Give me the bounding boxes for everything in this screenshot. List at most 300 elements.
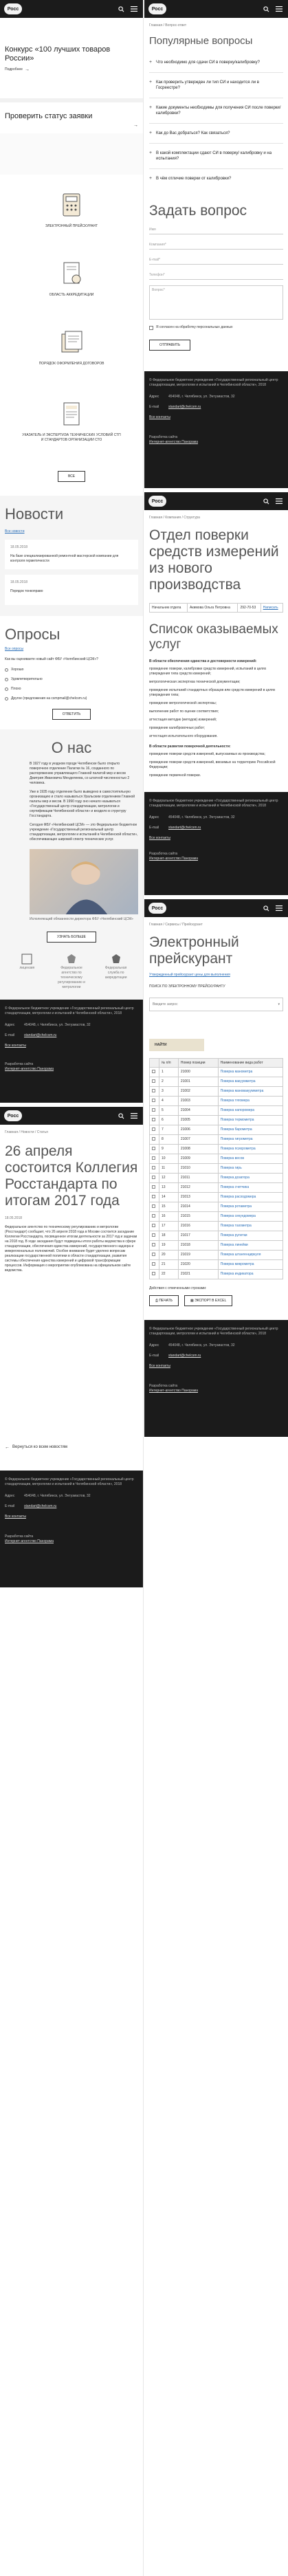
work-name-cell[interactable]: Поверка напоромера (218, 1106, 283, 1116)
search-icon[interactable] (116, 4, 126, 14)
table-cell: 21012 (178, 1183, 218, 1193)
menu-icon[interactable] (129, 4, 139, 14)
table-cell: 21 (159, 1260, 179, 1270)
table-cell: 14 (159, 1193, 179, 1202)
service-label: ПОРЯДОК ОФОРМЛЕНИЯ ДОГОВОРОВ (38, 361, 104, 366)
footer-dev-link[interactable]: Интернет-агентство Панорама (149, 857, 199, 861)
table-row[interactable] (150, 1212, 283, 1222)
poll-title: Опросы (5, 626, 60, 643)
breadcrumb[interactable]: Главная / Сервисы / Прейскурант (149, 923, 203, 927)
table-cell: 9 (159, 1145, 179, 1154)
footer-email-link[interactable]: standart@chelcsm.ru (168, 826, 201, 830)
row-checkbox[interactable] (150, 1068, 159, 1077)
partner-logo-label: Федеральная служба по аккредитации (104, 966, 127, 980)
table-row[interactable] (150, 1068, 283, 1077)
find-button-label: НАЙТИ (155, 1042, 167, 1047)
poll-option[interactable] (5, 677, 138, 682)
faq-title: Популярные вопросы (149, 35, 253, 47)
table-row[interactable] (150, 1174, 283, 1183)
poll-submit-button[interactable]: ОТВЕТИТЬ (52, 709, 91, 720)
footer-dev: Разработка сайта (5, 1534, 34, 1539)
row-checkbox[interactable] (150, 1241, 159, 1251)
work-name-cell[interactable]: Поверка линейки (218, 1241, 283, 1251)
breadcrumb[interactable]: Главная / Вопрос-ответ (149, 23, 187, 27)
work-name-cell[interactable]: Поверка секундомера (218, 1212, 283, 1222)
email-field[interactable]: E-mail* (149, 250, 283, 265)
column-header: Наименование вида работ (218, 1059, 283, 1068)
breadcrumb[interactable]: Главная / Новости / Статья (5, 1130, 48, 1134)
news-text: На базе специализированной ремонтной мастерской компании для контроля герметичности (10, 554, 119, 563)
table-cell: 15 (159, 1202, 179, 1212)
table-row[interactable] (150, 1231, 283, 1241)
table-cell: 18 (159, 1231, 179, 1241)
work-name-cell[interactable]: Поверка ротаметра (218, 1202, 283, 1212)
faq-item[interactable] (149, 98, 283, 124)
row-checkbox[interactable] (150, 1077, 159, 1087)
table-cell: 21017 (178, 1231, 218, 1241)
pricelist (144, 917, 288, 1306)
footer-contacts-link[interactable]: Все контакты (149, 415, 170, 419)
document-icon (56, 399, 87, 429)
partner-logo-label: лицензия (19, 966, 35, 970)
work-name-cell[interactable]: Поверка вакуумметра (218, 1077, 283, 1087)
faq-item[interactable] (149, 169, 283, 188)
table-cell: 10 (159, 1154, 179, 1164)
footer-email-label: E-mail (149, 405, 159, 409)
footer-address-value: 454048, г. Челябинск, ул. Энтузиастов, 32 (168, 815, 235, 819)
plus-icon: + (149, 176, 153, 181)
staff-position: Начальник отдела (150, 604, 188, 613)
row-checkbox[interactable] (150, 1260, 159, 1270)
menu-icon[interactable] (129, 1111, 139, 1121)
table-row[interactable] (150, 1135, 283, 1145)
row-checkbox[interactable] (150, 1202, 159, 1212)
poll-options (5, 668, 138, 701)
footer-address (149, 395, 283, 399)
footer-dev-link[interactable]: Интернет-агентство Панорама (149, 1389, 199, 1393)
table-row[interactable] (150, 1087, 283, 1097)
footer-dev-link[interactable]: Интернет-агентство Панорама (5, 1067, 54, 1071)
contest-title: Конкурс «100 лучших товаров России» (5, 45, 111, 63)
site-footer (144, 371, 288, 488)
row-checkbox[interactable] (150, 1174, 159, 1183)
footer-dev-link[interactable]: Интернет-агентство Панорама (149, 440, 199, 444)
list-item: проведение первичной поверки. (149, 773, 201, 778)
poll-question: Как вы оцениваете новый сайт ФБУ «Челябинский ЦСМ»? (5, 657, 98, 661)
row-checkbox[interactable] (150, 1212, 159, 1222)
license-icon (11, 952, 43, 966)
row-checkbox[interactable] (150, 1145, 159, 1154)
list-item: проведение поверки, калибровки средств измерений, испытаний в целях утверждения типа средств измерений; (149, 667, 267, 676)
work-name-cell[interactable]: Поверка гирь (218, 1164, 283, 1174)
table-row[interactable] (150, 1154, 283, 1164)
staff-phone: 292-70-53 (238, 604, 261, 613)
work-name-cell[interactable]: Поверка мановакуумметра (218, 1087, 283, 1097)
site-footer (0, 1471, 143, 1587)
footer-address-label: Адрес (5, 1023, 15, 1027)
department (144, 510, 288, 778)
news-text: Порядок тонкоправо (10, 589, 43, 593)
staff-table (149, 603, 283, 613)
table-cell: 8 (159, 1135, 179, 1145)
column-header: № п/п (159, 1059, 179, 1068)
table-cell: 21019 (178, 1251, 218, 1260)
radio[interactable] (5, 697, 8, 701)
ask-title: Задать вопрос (149, 203, 247, 219)
partner-logo[interactable] (100, 952, 132, 990)
article-date: 18.05.2018 (5, 1216, 23, 1220)
table-cell: 2 (159, 1077, 179, 1087)
search-icon[interactable] (116, 1111, 126, 1121)
contest-more-link[interactable]: Подробнее (5, 67, 23, 71)
footer-dev-link[interactable]: Интернет-агентство Панорама (5, 1539, 54, 1543)
table-cell: 17 (159, 1222, 179, 1231)
table-cell: 21016 (178, 1222, 218, 1231)
service-label: ЭЛЕКТРОННЫЙ ПРЕЙСКУРАНТ (45, 223, 98, 228)
partner-logo[interactable] (11, 952, 43, 990)
all-services-button[interactable]: ВСЕ (58, 471, 85, 482)
plus-icon: + (149, 80, 153, 85)
plus-icon: + (149, 60, 153, 65)
table-cell: 1 (159, 1068, 179, 1077)
row-checkbox[interactable] (150, 1222, 159, 1231)
table-cell: 21014 (178, 1202, 218, 1212)
row-checkbox[interactable] (150, 1251, 159, 1260)
services-title: Список оказываемых услуг (149, 622, 278, 652)
table-cell: 21009 (178, 1154, 218, 1164)
footer-address-label: Адрес (149, 395, 159, 399)
site-footer (144, 792, 288, 895)
news-card[interactable] (5, 575, 138, 605)
work-name-cell[interactable]: Поверка тахометра (218, 1222, 283, 1231)
poll-option-label: Хорошо (11, 668, 24, 672)
services-list (149, 752, 283, 778)
table-row[interactable] (150, 1106, 283, 1116)
footer-email-label: E-mail (5, 1033, 15, 1037)
faq-item[interactable] (149, 144, 283, 169)
poll-option-label: Удовлетворительно (11, 677, 43, 681)
footer-address-label: Адрес (149, 815, 159, 819)
all-news-link[interactable]: Все новости (5, 529, 25, 533)
row-checkbox[interactable] (150, 1087, 159, 1097)
find-button[interactable] (149, 1039, 204, 1051)
faq-question: Какие документы необходимы для получения СИ после поверки/ калибровки? (156, 106, 281, 115)
footer-email-link[interactable]: standart@chelcsm.ru (24, 1033, 57, 1037)
site-logo[interactable]: Росс (148, 903, 166, 914)
emblem-icon (56, 952, 87, 966)
table-row[interactable] (150, 1183, 283, 1193)
checkbox[interactable] (149, 326, 153, 330)
table-row[interactable] (150, 1260, 283, 1270)
send-button[interactable]: ОТПРАВИТЬ (149, 340, 190, 351)
footer-contacts-link[interactable]: Все контакты (5, 1044, 26, 1048)
services-list (149, 667, 283, 739)
status-check[interactable] (0, 102, 143, 133)
table-actions (149, 1295, 283, 1306)
partner-logo[interactable] (56, 952, 87, 990)
faq-block (144, 18, 288, 351)
row-checkbox[interactable] (150, 1164, 159, 1174)
poll-option-label: Плохо (11, 687, 21, 691)
actions-label: Действия с отмеченными строками: (149, 1286, 207, 1290)
table-cell: 6 (159, 1116, 179, 1125)
footer-contacts-link[interactable]: Все контакты (149, 1364, 170, 1368)
radio[interactable] (5, 687, 8, 691)
table-cell: 21008 (178, 1145, 218, 1154)
photo-caption: Исполняющий обязанности директора ФБУ «Челябинский ЦСМ» (30, 917, 133, 921)
row-checkbox[interactable] (150, 1270, 159, 1279)
site-header (144, 492, 288, 510)
search-label: ПОИСК ПО ЭЛЕКТРОННОМУ ПРЕЙСКУРАНТУ (149, 984, 225, 989)
news-date: 18.05.2018 (10, 545, 28, 549)
footer-email-link[interactable]: standart@chelcsm.ru (168, 405, 201, 409)
site-logo[interactable]: Росс (4, 1110, 22, 1121)
footer-address-label: Адрес (5, 1494, 15, 1498)
table-row[interactable] (150, 1241, 283, 1251)
site-logo[interactable]: Росс (4, 3, 22, 14)
list-item: проведение метрологической экспертизы; (149, 701, 217, 705)
contest-banner[interactable] (0, 18, 143, 72)
pricelist-title: Электронный прейскурант (149, 934, 239, 967)
service-tile-accreditation[interactable] (0, 243, 143, 312)
radio[interactable] (5, 668, 8, 672)
list-item: проведение калибровочных работ; (149, 726, 206, 730)
row-checkbox[interactable] (150, 1106, 159, 1116)
work-name-cell[interactable]: Поверка термометра (218, 1116, 283, 1125)
table-row[interactable] (150, 1125, 283, 1135)
search-icon[interactable] (261, 903, 271, 913)
faq-item[interactable] (149, 73, 283, 98)
table-cell: 21013 (178, 1193, 218, 1202)
footer-email (5, 1033, 138, 1038)
about-p3: Сегодня ФБУ «Челябинский ЦСМ» — это Федеральное бюджетное учреждение «Государственный региональный центр стандартизации, метрологии и испытаний в Челябинской области», обеспечивающее широкий спектр технических услуг. (30, 823, 138, 841)
work-name-cell[interactable]: Поверка микрометра (218, 1260, 283, 1270)
back-to-news[interactable] (5, 1445, 138, 1450)
news-card[interactable] (5, 540, 138, 569)
all-polls-link[interactable]: Все опросы (5, 647, 24, 651)
consent-label: Я согласен на обработку персональных данных (156, 325, 233, 329)
work-name-cell[interactable]: Поверка индикатора (218, 1270, 283, 1279)
work-name-cell[interactable]: Поверка штангенциркуля (218, 1251, 283, 1260)
footer-email-label: E-mail (5, 1504, 15, 1508)
footer-org: © Федеральное бюджетное учреждение «Государственный региональный центр стандартизации, метрологии и испытаний в Челябинской области», 2018 (149, 799, 278, 808)
search-icon[interactable] (261, 4, 271, 14)
site-footer (0, 1000, 143, 1103)
poll-option[interactable] (5, 668, 138, 672)
search-icon[interactable] (261, 496, 271, 506)
table-row[interactable] (150, 1270, 283, 1279)
table-cell: 21002 (178, 1087, 218, 1097)
menu-icon[interactable] (274, 903, 284, 913)
news-title: Новости (5, 505, 64, 522)
list-item: проведение поверки средств измерений, ввозимых на территорию Российской Федерации; (149, 760, 276, 769)
menu-icon[interactable] (274, 496, 284, 506)
table-cell: 7 (159, 1125, 179, 1135)
staff-name: Акимова Ольга Петровна (188, 604, 238, 613)
list-item: проведение поверки средств измерений, выпускаемых из производства; (149, 752, 265, 756)
table-header-row (150, 1059, 283, 1068)
phone-field[interactable]: Телефон* (149, 265, 283, 280)
table-row[interactable] (150, 1164, 283, 1174)
pricelist-sub-link[interactable]: Утвержденный прейскурант цены для выполнения (149, 973, 230, 977)
service-tile-pricelist[interactable] (0, 175, 143, 243)
faq-list (149, 53, 283, 188)
radio[interactable] (5, 678, 8, 681)
service-tile-standards[interactable] (0, 381, 143, 460)
table-cell: 21003 (178, 1097, 218, 1106)
plus-icon: + (149, 105, 153, 110)
row-checkbox[interactable] (150, 1193, 159, 1202)
footer-address (5, 1494, 138, 1499)
footer-address (5, 1023, 138, 1028)
about-block (0, 729, 143, 1000)
table-row[interactable] (150, 1145, 283, 1154)
table-row[interactable] (150, 1222, 283, 1231)
column-header: Номер позиции (178, 1059, 218, 1068)
footer-email-link[interactable]: standart@chelcsm.ru (168, 1354, 201, 1358)
table-cell: 13 (159, 1183, 179, 1193)
checkbox-column (150, 1059, 159, 1068)
row-checkbox[interactable] (150, 1135, 159, 1145)
table-cell: 21018 (178, 1241, 218, 1251)
article (0, 1125, 143, 1450)
export-button-label: ЭКСПОРТ В EXCEL (195, 1299, 227, 1303)
row-checkbox[interactable] (150, 1116, 159, 1125)
table-cell: 19 (159, 1241, 179, 1251)
list-item: аттестация методик (методов) измерений; (149, 718, 217, 722)
footer-email-link[interactable]: standart@chelcsm.ru (24, 1504, 57, 1508)
footer-email (149, 405, 283, 410)
table-cell: 20 (159, 1251, 179, 1260)
footer-address (149, 815, 283, 820)
faq-item[interactable] (149, 124, 283, 144)
name-field[interactable]: Имя (149, 219, 283, 234)
work-name-cell[interactable]: Поверка дозатора (218, 1174, 283, 1183)
news-date: 18.05.2018 (10, 580, 28, 584)
table-cell: 21006 (178, 1125, 218, 1135)
services-block-title: В области развития поверочной деятельности: (149, 745, 231, 749)
chevron-down-icon: ▾ (278, 1002, 280, 1006)
footer-org: © Федеральное бюджетное учреждение «Государственный региональный центр стандартизации, метрологии и испытаний в Челябинской области», 2018 (5, 1477, 134, 1486)
poll-option-label: Другое (предложения на csmpmail@chelcsm.ru) (11, 696, 87, 701)
site-header (144, 0, 288, 18)
footer-contacts-link[interactable]: Все контакты (5, 1515, 26, 1519)
pricelist-table (149, 1058, 283, 1279)
poll-option[interactable] (5, 687, 138, 692)
back-link-label: Вернуться ко всем новостям (12, 1445, 67, 1449)
row-checkbox[interactable] (150, 1154, 159, 1164)
table-row[interactable] (150, 1116, 283, 1125)
work-name-cell[interactable]: Поверка расходомера (218, 1193, 283, 1202)
work-name-cell[interactable]: Поверка манометра (218, 1068, 283, 1077)
plus-icon: + (149, 151, 153, 155)
row-checkbox[interactable] (150, 1183, 159, 1193)
row-checkbox[interactable] (150, 1125, 159, 1135)
question-textarea[interactable]: Вопрос* (149, 285, 283, 320)
emblem-icon (100, 952, 132, 966)
print-button[interactable] (149, 1295, 179, 1306)
table-cell: 16 (159, 1212, 179, 1222)
work-name-cell[interactable]: Поверка рулетки (218, 1231, 283, 1241)
list-item: выполнение работ по оценке соответствия; (149, 709, 219, 714)
work-name-cell[interactable]: Поверка весов (218, 1154, 283, 1164)
footer-address-value: 454048, г. Челябинск, ул. Энтузиастов, 32 (168, 1343, 235, 1347)
about-title: О нас (51, 739, 92, 756)
work-name-cell[interactable]: Поверка психрометра (218, 1145, 283, 1154)
about-more-button[interactable]: УЗНАТЬ БОЛЬШЕ (47, 932, 96, 943)
footer-address (149, 1343, 283, 1348)
poll-option[interactable] (5, 696, 138, 701)
work-name-cell[interactable]: Поверка счетчика (218, 1183, 283, 1193)
excel-icon: ▦ (190, 1299, 195, 1303)
footer-address-value: 454048, г. Челябинск, ул. Энтузиастов, 32 (24, 1494, 91, 1498)
service-label: ОБЛАСТЬ АККРЕДИТАЦИИ (49, 292, 94, 297)
site-logo[interactable]: Росс (148, 3, 166, 14)
plus-icon: + (149, 131, 153, 135)
arrow-right-icon: → (133, 123, 138, 128)
staff-write-link[interactable]: Написать (261, 604, 283, 613)
row-checkbox[interactable] (150, 1097, 159, 1106)
footer-email-label: E-mail (149, 1354, 159, 1358)
list-item: проведение испытаний стандартных образцов или средств измерений в целях утверждения типа; (149, 688, 276, 697)
status-title: Проверить статус заявки (5, 112, 93, 120)
consent[interactable] (149, 325, 283, 330)
service-label: УКАЗАТЕЛЬ И ЭКСПЕРТИЗА ТЕХНИЧЕСКИХ УСЛОВИЙ СТП И СТАНДАРТОВ ОРГАНИЗАЦИИ СТО (22, 432, 121, 442)
list-item: аттестация испытательного оборудования. (149, 734, 218, 738)
faq-item[interactable] (149, 53, 283, 73)
table-cell: 21007 (178, 1135, 218, 1145)
director-photo (30, 849, 138, 914)
table-cell: 21005 (178, 1116, 218, 1125)
row-checkbox[interactable] (150, 1231, 159, 1241)
faq-question: В чём отличие поверки от калибровки? (156, 177, 232, 181)
company-field[interactable]: Компания* (149, 234, 283, 250)
breadcrumb[interactable]: Главная / Компания / Структура (149, 516, 200, 520)
site-logo[interactable]: Росс (148, 496, 166, 507)
footer-dev: Разработка сайта (5, 1062, 34, 1066)
export-excel-button[interactable] (184, 1295, 232, 1306)
calculator-icon (56, 190, 87, 220)
badge-icon (56, 258, 87, 289)
footer-contacts-link[interactable]: Все контакты (149, 836, 170, 840)
arrow-right-icon: → (24, 67, 30, 72)
list-item: метрологическая экспертиза технической документации; (149, 680, 241, 684)
news-block (0, 496, 143, 616)
footer-dev: Разработка сайта (149, 435, 178, 439)
services-block-title: В области обеспечения единства и достоверности измерений: (149, 659, 257, 663)
service-tile-contracts[interactable] (0, 312, 143, 381)
table-row[interactable] (150, 1202, 283, 1212)
work-name-cell[interactable]: Поверка барометра (218, 1125, 283, 1135)
about-p2: Уже в 1935 году отделение было выведено в самостоятельную организацию и стало называться Уральским отделением Главной палаты мер и весов. В 1990 году оно начало называться «Государственный центр стандартизации, метрологии и сертификации Челябинской области» и входило в структуру Госстандарта. (30, 790, 135, 818)
site-footer (144, 1320, 288, 1437)
table-row[interactable] (150, 1097, 283, 1106)
table-cell: 4 (159, 1097, 179, 1106)
pricelist-search-input[interactable] (149, 998, 283, 1011)
services-grid (0, 175, 143, 460)
table-row[interactable] (150, 1251, 283, 1260)
menu-icon[interactable] (274, 4, 284, 14)
work-name-cell[interactable]: Поверка гигрометра (218, 1135, 283, 1145)
table-cell: 5 (159, 1106, 179, 1116)
table-row[interactable] (150, 1193, 283, 1202)
table-row[interactable] (150, 1077, 283, 1087)
work-name-cell[interactable]: Поверка тягомера (218, 1097, 283, 1106)
faq-question: Что необходимо для сдачи СИ в поверку/калибровку? (156, 60, 260, 65)
site-header (0, 1107, 143, 1125)
article-title: 26 апреля состоится Коллегия Росстандарта по итогам 2017 года (5, 1143, 138, 1209)
search-placeholder: Введите запрос (153, 1002, 178, 1006)
